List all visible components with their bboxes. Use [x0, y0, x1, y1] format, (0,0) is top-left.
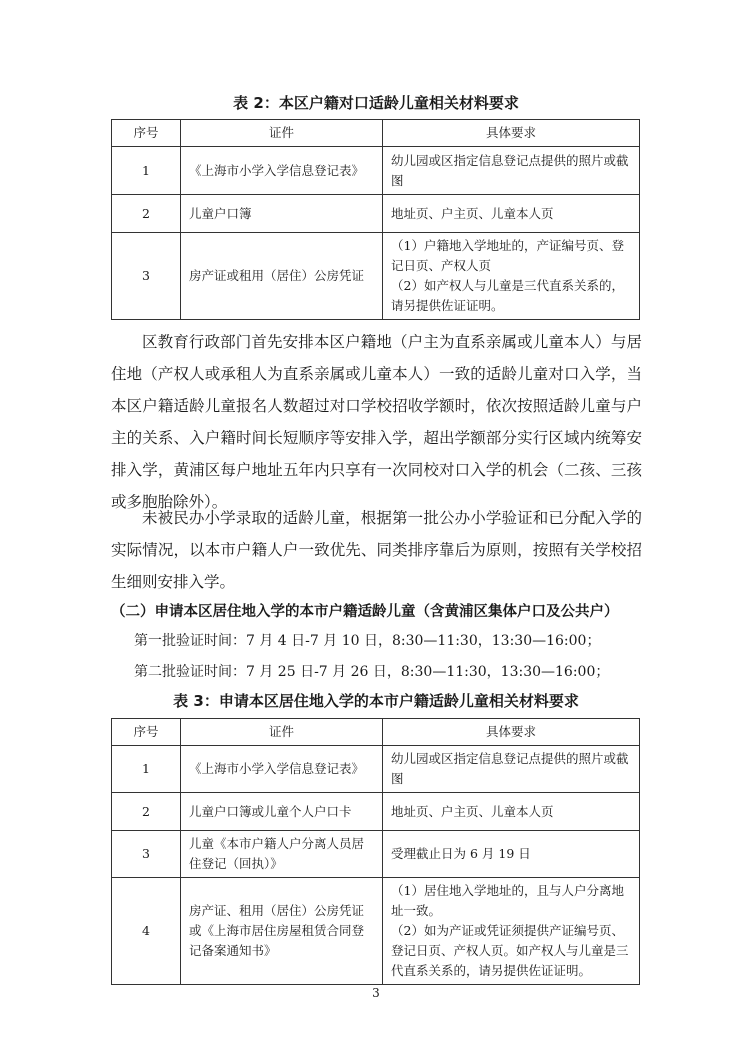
row-requirement: 受理截止日为 6 月 19 日 — [383, 831, 640, 878]
table-row — [112, 793, 640, 831]
requirement-item: （1）居住地入学地址的，且与人户分离地址一致。 — [391, 883, 624, 918]
verification-time-1: 第一批验证时间：7 月 4 日-7 月 10 日，8:30—11:30，13:30—16:00； — [134, 633, 601, 649]
table-row — [112, 233, 640, 320]
row-requirement: 地址页、户主页、儿童本人页 — [383, 793, 640, 831]
row-document: 房产证、租用（居住）公房凭证或《上海市居住房屋租赁合同登记备案通知书》 — [181, 878, 383, 985]
table-row — [112, 878, 640, 985]
row-number: 2 — [112, 793, 181, 831]
table-header-row — [112, 719, 640, 746]
table-row — [112, 195, 640, 233]
table-row — [112, 746, 640, 793]
table-row — [112, 831, 640, 878]
verification-time-2: 第二批验证时间：7 月 25 日-7 月 26 日，8:30—11:30，13:30—16:00； — [134, 664, 610, 680]
paragraph-2: 未被民办小学录取的适龄儿童，根据第一批公办小学验证和已分配入学的实际情况，以本市户籍人户一致优先、同类排序靠后为原则，按照有关学校招生细则安排入学。 — [111, 509, 642, 591]
table-header-row — [112, 120, 640, 147]
row-document: 房产证或租用（居住）公房凭证 — [181, 233, 383, 320]
row-number: 1 — [112, 746, 181, 793]
section-heading: （二）申请本区居住地入学的本市户籍适龄儿童（含黄浦区集体户口及公共户） — [111, 604, 619, 620]
table3 — [111, 718, 640, 985]
row-number: 1 — [112, 147, 181, 195]
row-requirement — [383, 878, 640, 985]
header-document: 证件 — [181, 719, 383, 746]
header-number: 序号 — [112, 120, 181, 147]
header-requirement: 具体要求 — [383, 719, 640, 746]
header-document: 证件 — [181, 120, 383, 147]
row-number: 4 — [112, 878, 181, 985]
row-requirement — [383, 233, 640, 320]
table-row — [112, 147, 640, 195]
paragraph-1: 区教育行政部门首先安排本区户籍地（户主为直系亲属或儿童本人）与居住地（产权人或承租人为直系亲属或儿童本人）一致的适龄儿童对口入学，当本区户籍适龄儿童报名人数超过对口学校招收学额时，依次按照适龄儿童与户主的关系、入户籍时间长短顺序等安排入学，超出学额部分实行区域内统筹安排入学，黄浦区每户地址五年内只享有一次同校对口入学的机会（二孩、三孩或多胞胎除外）。 — [111, 333, 642, 511]
row-number: 3 — [112, 831, 181, 878]
row-document: 儿童《本市户籍人户分离人员居住登记（回执）》 — [181, 831, 383, 878]
table2-caption: 表 2：本区户籍对口适龄儿童相关材料要求 — [233, 94, 519, 112]
row-number: 3 — [112, 233, 181, 320]
table3-caption: 表 3：申请本区居住地入学的本市户籍适龄儿童相关材料要求 — [173, 692, 579, 710]
row-document: 儿童户口簿 — [181, 195, 383, 233]
row-requirement: 幼儿园或区指定信息登记点提供的照片或截图 — [383, 746, 640, 793]
row-requirement: 地址页、户主页、儿童本人页 — [383, 195, 640, 233]
requirement-item: （2）如为产证或凭证须提供产证编号页、登记日页、产权人页。如产权人与儿童是三代直系关系的，请另提供佐证证明。 — [391, 923, 629, 978]
row-requirement: 幼儿园或区指定信息登记点提供的照片或截图 — [383, 147, 640, 195]
row-document: 儿童户口簿或儿童个人户口卡 — [181, 793, 383, 831]
row-number: 2 — [112, 195, 181, 233]
header-number: 序号 — [112, 719, 181, 746]
requirement-item: （2）如产权人与儿童是三代直系关系的，请另提供佐证证明。 — [391, 278, 624, 313]
row-document: 《上海市小学入学信息登记表》 — [181, 746, 383, 793]
table2 — [111, 119, 640, 320]
requirement-item: （1）户籍地入学地址的，产证编号页、登记日页、产权人页 — [391, 238, 624, 273]
header-requirement: 具体要求 — [383, 120, 640, 147]
row-document: 《上海市小学入学信息登记表》 — [181, 147, 383, 195]
page-number: 3 — [372, 986, 380, 1000]
